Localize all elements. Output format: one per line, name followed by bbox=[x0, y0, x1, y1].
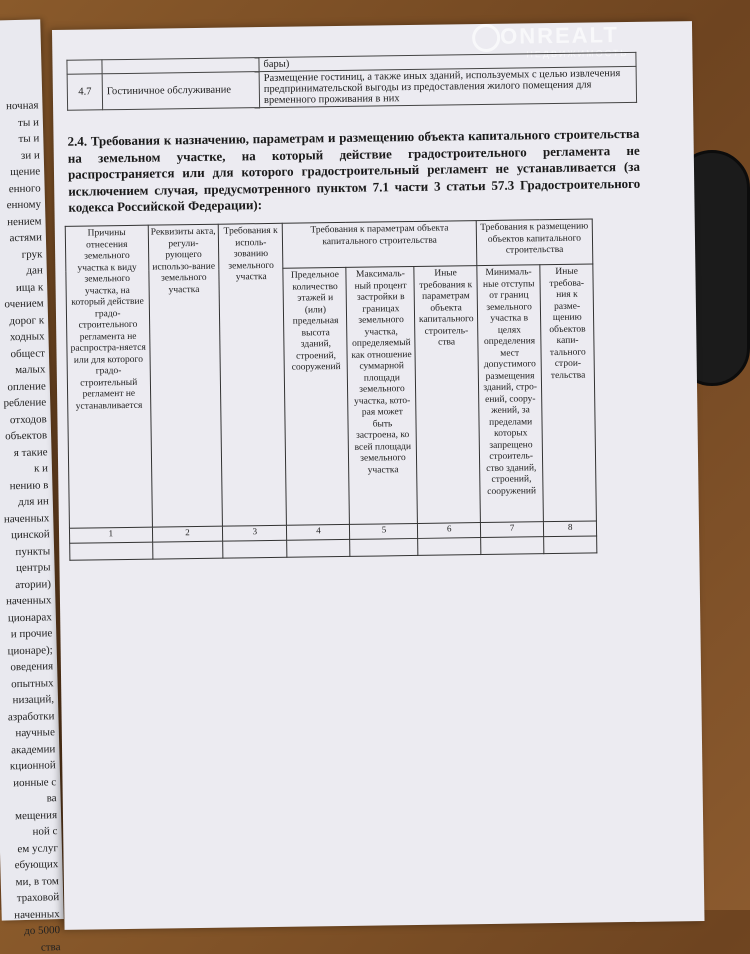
left-page-fragment: ебующих bbox=[14, 858, 59, 872]
left-page-fragment: наченных bbox=[5, 594, 52, 608]
header-params-group: Требования к параметрам объекта капитального строительства bbox=[283, 221, 477, 269]
left-page-fragment: ребление bbox=[3, 396, 47, 410]
header-act-details: Реквизиты акта, регули-рующего использо-вание земельного участка bbox=[148, 224, 223, 527]
left-page-fragment: к и bbox=[33, 462, 49, 475]
header-placement-group: Требования к размещению объектов капитального строительства bbox=[476, 219, 593, 266]
left-page-fragment: зи и bbox=[20, 148, 40, 162]
left-page-fragment: академии bbox=[11, 742, 56, 756]
row-number: 4.7 bbox=[67, 74, 102, 110]
left-page-fragment: ства bbox=[40, 940, 61, 954]
left-page-fragment: объектов bbox=[5, 429, 48, 443]
header-setbacks: Минималь-ные отступы от границ земельного участка в целях определения мест допустимого размещения зданий, стро-ений, соору-жений, за пределами которых запрещено строитель-ство зданий, строений, сооружений bbox=[477, 265, 544, 523]
left-page-fragment: ционаре); bbox=[7, 643, 53, 657]
left-page-fragment: оведения bbox=[10, 660, 54, 674]
header-build-percent: Максималь-ный процент застройки в границах земельного участка, определяемый как отношение суммарной площади земельного участка, кото-рая может быть застроена, ко всей площади земельного участка bbox=[346, 266, 418, 524]
left-page-fragment: дорог к bbox=[9, 313, 45, 327]
table-row bbox=[65, 219, 593, 271]
left-page-fragment: ночная bbox=[5, 99, 39, 113]
left-page-fragment: атории) bbox=[15, 577, 52, 591]
left-page-fragment: я такие bbox=[13, 445, 48, 459]
left-page-fragment: азработки bbox=[7, 709, 55, 723]
requirements-table bbox=[65, 218, 598, 560]
left-page-fragment: дан bbox=[26, 264, 43, 277]
column-number: 7 bbox=[480, 522, 544, 537]
left-page-fragment: малых bbox=[14, 363, 46, 377]
column-number: 3 bbox=[223, 525, 288, 540]
left-page-fragment: наченных bbox=[14, 907, 60, 921]
left-page-fragment: научные bbox=[15, 726, 56, 740]
left-page-fragment: енного bbox=[8, 181, 41, 195]
left-page-fragment: мещения bbox=[14, 808, 58, 822]
left-page-fragment: нению в bbox=[9, 478, 49, 492]
left-page-fragment: очением bbox=[4, 297, 44, 311]
left-page-fragment: низаций, bbox=[12, 693, 55, 707]
column-number: 4 bbox=[287, 524, 350, 539]
left-page-fragment: общест bbox=[10, 346, 46, 360]
left-page-fragment: наченных bbox=[3, 511, 50, 525]
header-floors: Предельное количество этажей и (или) предельная высота зданий, строений, сооружений bbox=[283, 267, 350, 525]
column-number: 5 bbox=[350, 523, 418, 538]
column-number: 1 bbox=[69, 527, 152, 543]
left-page-fragment: щение bbox=[10, 165, 41, 179]
left-page-fragment: опытных bbox=[11, 676, 54, 690]
left-page-fragment: цинской bbox=[10, 528, 50, 542]
header-land-use: Требования к исполь-зованию земельного участка bbox=[218, 223, 287, 526]
left-page-fragment: пункты bbox=[15, 544, 51, 558]
left-page-fragment: до 5000 bbox=[24, 924, 61, 938]
left-page-fragment: ва bbox=[46, 792, 57, 805]
left-page-fragment: для ин bbox=[18, 495, 49, 509]
left-page-fragment: кционной bbox=[9, 759, 56, 773]
left-page-fragment: грук bbox=[21, 247, 43, 261]
header-other-params: Иные требования к параметрам объекта капитального строитель-ства bbox=[414, 266, 480, 524]
table-row bbox=[67, 66, 636, 110]
left-page-fragment: и прочие bbox=[10, 627, 53, 641]
left-page-fragment: ты и bbox=[18, 132, 40, 145]
left-page-fragment: отходов bbox=[9, 412, 47, 426]
row-description: Размещение гостиниц, а также иных зданий, используемых с целью извлечения предпринимательской выгоды из предоставления жилого помещения для временного проживания в них bbox=[259, 66, 636, 107]
left-page-fragment: ной с bbox=[32, 825, 58, 838]
row-name: Гостиничное обслуживание bbox=[102, 72, 259, 110]
left-page-fragment: астями bbox=[9, 231, 43, 245]
header-reasons: Причины отнесения земельного участка к виду земельного участка, на который действие градо-строительного регламента не распростра-няется или для которого градо-строительный регламент не устанавливается bbox=[65, 225, 152, 528]
left-page-fragment: ты и bbox=[17, 115, 40, 129]
column-number: 2 bbox=[152, 526, 223, 541]
left-page-fragment: опление bbox=[7, 379, 46, 393]
left-page-fragment: ем услуг bbox=[17, 841, 59, 855]
left-page-fragment: ходных bbox=[9, 330, 45, 344]
watermark-subtitle: НЕДВИЖИМОСТЬ bbox=[526, 47, 629, 60]
left-page-fragment: центры bbox=[15, 561, 51, 575]
watermark-name: ONREALT bbox=[499, 22, 619, 49]
left-page-fragment: нением bbox=[6, 214, 42, 228]
left-page-fragment: ионные с bbox=[12, 775, 57, 789]
header-other-placement: Иные требова-ния к разме-щению объектов капи-тального строи-тельства bbox=[540, 264, 596, 522]
land-use-table bbox=[66, 52, 637, 111]
document-page bbox=[52, 21, 705, 930]
left-page-fragment: енному bbox=[6, 198, 42, 212]
continued-text: бары) bbox=[259, 52, 636, 71]
watermark-logo-icon bbox=[472, 24, 500, 52]
column-number: 8 bbox=[544, 521, 597, 536]
left-page-fragment: ища к bbox=[15, 280, 44, 294]
left-page-fragment: ми, в том bbox=[15, 874, 59, 888]
left-page-fragment: ционарах bbox=[7, 610, 53, 624]
section-heading: 2.4. Требования к назначению, параметрам и размещению объекта капитального строительства на земельном участке, на который действие градостроительного регламента не распространяется или для которого градостроительный регламент не устанавливается (за исключением случая, предусмотренного пунктом 7.1 части 3 статьи 57.3 Градостроительного кодекса Российской Федерации): bbox=[67, 125, 641, 215]
left-page-fragment: траховой bbox=[16, 891, 60, 905]
column-number: 6 bbox=[418, 523, 481, 538]
